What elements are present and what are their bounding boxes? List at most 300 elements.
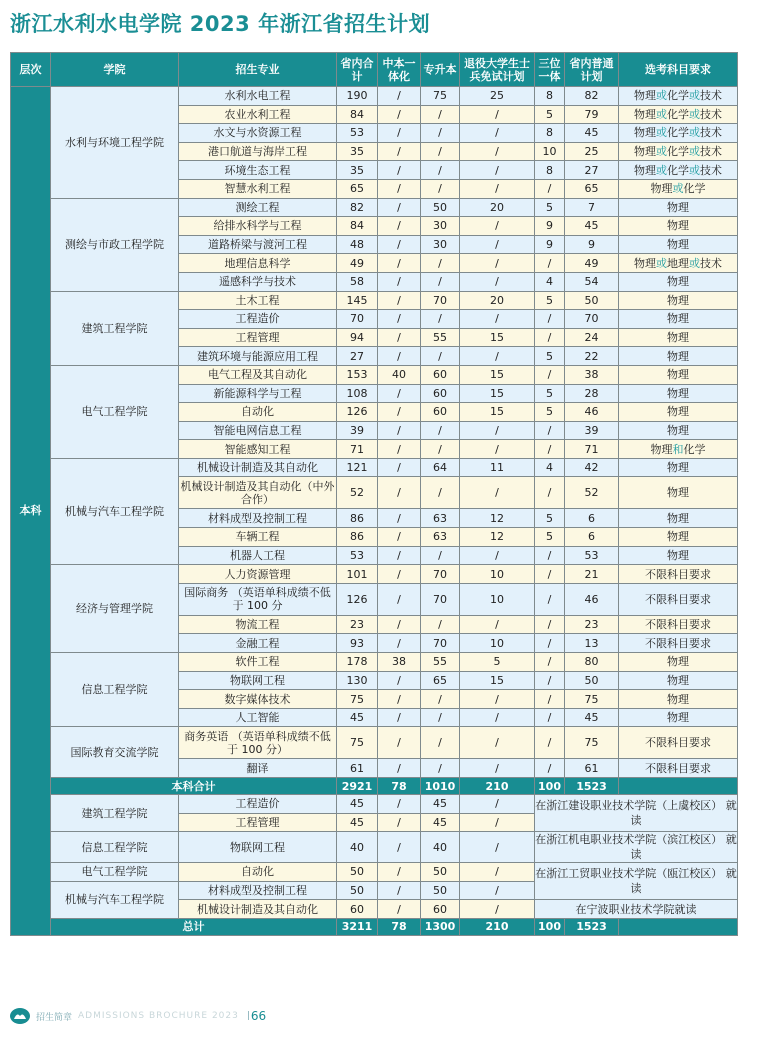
value-total: 48: [337, 235, 378, 254]
value-three-in-one: 8: [535, 124, 565, 143]
campus-note-cell: 在浙江工贸职业技术学院（瓯江校区） 就读: [535, 863, 738, 900]
bachelor-total-row-value-three-in-one: 100: [535, 778, 565, 795]
footer-subtitle: ADMISSIONS BROCHURE 2023: [78, 1011, 239, 1021]
value-general: 52: [565, 477, 619, 509]
page-number: 66: [250, 1009, 267, 1023]
value-three-in-one: 5: [535, 509, 565, 528]
value-general: 24: [565, 328, 619, 347]
major-cell: 工程管理: [179, 813, 337, 832]
value-three-in-one: /: [535, 179, 565, 198]
value-upgrade: 45: [421, 813, 460, 832]
college-cell: 机械与汽车工程学院: [51, 881, 179, 918]
table-row: [11, 87, 738, 106]
value-upgrade: 64: [421, 458, 460, 477]
value-veteran: /: [460, 310, 535, 329]
value-integrated: /: [378, 881, 421, 900]
major-cell: 环境生态工程: [179, 161, 337, 180]
value-three-in-one: /: [535, 365, 565, 384]
connector-word: 或: [689, 107, 700, 121]
subject-name: 化学: [667, 145, 689, 159]
major-cell: 自动化: [179, 863, 337, 882]
value-integrated: /: [378, 235, 421, 254]
subject-name: 技术: [700, 256, 722, 270]
value-three-in-one: 5: [535, 198, 565, 217]
subject-name: 不限科目要求: [645, 736, 711, 750]
subject-name: 不限科目要求: [645, 567, 711, 581]
connector-word: 或: [689, 145, 700, 159]
subject-name: 物理: [667, 486, 689, 500]
major-cell: 机械设计制造及其自动化: [179, 458, 337, 477]
value-integrated: /: [378, 759, 421, 778]
value-upgrade: 50: [421, 198, 460, 217]
college-cell: 建筑工程学院: [51, 291, 179, 365]
value-total: 53: [337, 546, 378, 565]
value-total: 93: [337, 634, 378, 653]
value-integrated: /: [378, 254, 421, 273]
table-row: [11, 727, 738, 759]
college-cell: 信息工程学院: [51, 653, 179, 727]
value-total: 65: [337, 179, 378, 198]
value-upgrade: 45: [421, 795, 460, 814]
value-total: 27: [337, 347, 378, 366]
value-general: 6: [565, 509, 619, 528]
campus-note-cell: 在浙江机电职业技术学院（滨江校区） 就读: [535, 833, 737, 862]
value-three-in-one: 5: [535, 291, 565, 310]
value-upgrade: /: [421, 179, 460, 198]
value-veteran: 15: [460, 403, 535, 422]
campus-note-cell: 在宁波职业技术学院就读: [535, 900, 738, 919]
subject-requirement-cell: [619, 421, 738, 440]
connector-word: 或: [656, 126, 667, 140]
college-cell: 电气工程学院: [51, 863, 179, 882]
value-general: 28: [565, 384, 619, 403]
value-general: 50: [565, 291, 619, 310]
value-integrated: /: [378, 384, 421, 403]
subject-name: 物理: [667, 238, 689, 252]
value-three-in-one: /: [535, 671, 565, 690]
subject-name: 物理: [667, 511, 689, 525]
value-total: 45: [337, 795, 378, 814]
subject-name: 技术: [700, 145, 722, 159]
major-cell: 机械设计制造及其自动化: [179, 900, 337, 919]
value-upgrade: /: [421, 690, 460, 709]
value-general: 82: [565, 87, 619, 106]
college-cell: 经济与管理学院: [51, 565, 179, 653]
value-total: 145: [337, 291, 378, 310]
value-total: 71: [337, 440, 378, 459]
value-integrated: /: [378, 440, 421, 459]
value-integrated: /: [378, 87, 421, 106]
major-cell: 自动化: [179, 403, 337, 422]
value-integrated: /: [378, 272, 421, 291]
major-cell: 农业水利工程: [179, 105, 337, 124]
subject-name: 物理: [667, 461, 689, 475]
value-integrated: /: [378, 310, 421, 329]
subject-name: 物理: [650, 182, 673, 196]
value-veteran: 15: [460, 365, 535, 384]
value-three-in-one: 5: [535, 528, 565, 547]
major-cell: 给排水科学与工程: [179, 217, 337, 236]
subject-name: 物理: [667, 331, 689, 345]
major-cell: 物联网工程: [179, 671, 337, 690]
value-three-in-one: 4: [535, 272, 565, 291]
admission-plan-table: [10, 52, 738, 936]
value-three-in-one: /: [535, 310, 565, 329]
value-upgrade: 55: [421, 328, 460, 347]
subject-requirement-cell: [619, 384, 738, 403]
value-total: 75: [337, 690, 378, 709]
value-veteran: 10: [460, 583, 535, 615]
major-cell: 人力资源管理: [179, 565, 337, 584]
value-veteran: /: [460, 863, 535, 882]
value-total: 84: [337, 105, 378, 124]
subject-name: 物理: [667, 312, 689, 326]
subject-name: 物理: [634, 163, 656, 177]
value-three-in-one: /: [535, 615, 565, 634]
value-upgrade: 60: [421, 384, 460, 403]
value-three-in-one: 4: [535, 458, 565, 477]
header-veteran: 退役大学生士兵免试计划: [460, 53, 535, 87]
value-total: 190: [337, 87, 378, 106]
value-integrated: /: [378, 832, 421, 863]
value-upgrade: 70: [421, 583, 460, 615]
subject-requirement-cell: [619, 365, 738, 384]
subject-requirement-cell: [619, 509, 738, 528]
value-integrated: /: [378, 565, 421, 584]
value-general: 80: [565, 653, 619, 672]
subject-requirement-cell: [619, 634, 738, 653]
value-general: 65: [565, 179, 619, 198]
value-general: 45: [565, 217, 619, 236]
grand-total-row-value-three-in-one: 100: [535, 918, 565, 935]
header-total: 省内合计: [337, 53, 378, 87]
value-veteran: /: [460, 124, 535, 143]
subject-name: 技术: [700, 89, 722, 103]
subject-name: 技术: [700, 163, 722, 177]
value-three-in-one: /: [535, 759, 565, 778]
subject-name: 不限科目要求: [645, 618, 711, 632]
value-total: 75: [337, 727, 378, 759]
value-upgrade: 70: [421, 634, 460, 653]
subject-name: 物理: [650, 442, 673, 456]
subject-requirement-cell: [619, 403, 738, 422]
major-cell: 材料成型及控制工程: [179, 881, 337, 900]
value-total: 39: [337, 421, 378, 440]
header-upgrade: 专升本: [421, 53, 460, 87]
value-general: 61: [565, 759, 619, 778]
value-three-in-one: /: [535, 440, 565, 459]
value-three-in-one: /: [535, 546, 565, 565]
value-veteran: /: [460, 440, 535, 459]
grand-total-row-label: 总计: [51, 918, 337, 935]
value-veteran: /: [460, 813, 535, 832]
major-cell: 新能源科学与工程: [179, 384, 337, 403]
value-upgrade: 60: [421, 403, 460, 422]
subject-name: 技术: [700, 107, 722, 121]
subject-name: 化学: [667, 107, 689, 121]
value-three-in-one: /: [535, 254, 565, 273]
value-upgrade: 70: [421, 565, 460, 584]
major-cell: 遥感科学与技术: [179, 272, 337, 291]
value-upgrade: /: [421, 272, 460, 291]
value-three-in-one: 10: [535, 142, 565, 161]
value-general: 13: [565, 634, 619, 653]
value-veteran: 20: [460, 198, 535, 217]
value-total: 50: [337, 881, 378, 900]
subject-requirement-cell: [619, 179, 738, 198]
subject-requirement-cell: [619, 198, 738, 217]
value-integrated: /: [378, 690, 421, 709]
page-footer: [10, 1008, 266, 1024]
value-integrated: /: [378, 124, 421, 143]
value-general: 39: [565, 421, 619, 440]
value-veteran: 20: [460, 291, 535, 310]
value-upgrade: /: [421, 477, 460, 509]
value-integrated: 40: [378, 365, 421, 384]
value-integrated: /: [378, 458, 421, 477]
value-total: 121: [337, 458, 378, 477]
value-total: 49: [337, 254, 378, 273]
value-three-in-one: /: [535, 690, 565, 709]
value-upgrade: /: [421, 105, 460, 124]
value-veteran: 12: [460, 509, 535, 528]
value-total: 23: [337, 615, 378, 634]
subject-requirement-cell: [619, 565, 738, 584]
branch-campus-row: [11, 863, 738, 882]
connector-word: 或: [689, 163, 700, 177]
value-three-in-one: /: [535, 708, 565, 727]
college-cell: 测绘与市政工程学院: [51, 198, 179, 291]
value-total: 82: [337, 198, 378, 217]
value-veteran: 15: [460, 671, 535, 690]
table-row: [11, 565, 738, 584]
value-integrated: /: [378, 634, 421, 653]
subject-name: 物理: [667, 423, 689, 437]
table-row: [11, 458, 738, 477]
value-veteran: /: [460, 881, 535, 900]
major-cell: 软件工程: [179, 653, 337, 672]
table-row: [11, 653, 738, 672]
value-general: 53: [565, 546, 619, 565]
value-three-in-one: /: [535, 565, 565, 584]
value-general: 23: [565, 615, 619, 634]
major-cell: 智慧水利工程: [179, 179, 337, 198]
subject-name: 物理: [667, 386, 689, 400]
grand-total-row-value-general: 1523: [565, 918, 619, 935]
subject-name: 物理: [634, 256, 656, 270]
value-three-in-one: /: [535, 653, 565, 672]
value-total: 53: [337, 124, 378, 143]
value-general: 54: [565, 272, 619, 291]
major-cell: 翻译: [179, 759, 337, 778]
subject-requirement-cell: [619, 458, 738, 477]
value-three-in-one: /: [535, 634, 565, 653]
value-veteran: 15: [460, 328, 535, 347]
value-general: 6: [565, 528, 619, 547]
value-veteran: /: [460, 272, 535, 291]
value-general: 71: [565, 440, 619, 459]
value-integrated: /: [378, 142, 421, 161]
subject-name: 物理: [667, 655, 689, 669]
value-veteran: /: [460, 477, 535, 509]
value-veteran: /: [460, 421, 535, 440]
value-three-in-one: 8: [535, 161, 565, 180]
value-veteran: /: [460, 795, 535, 814]
value-upgrade: 55: [421, 653, 460, 672]
value-upgrade: 30: [421, 235, 460, 254]
value-integrated: /: [378, 403, 421, 422]
value-upgrade: /: [421, 727, 460, 759]
major-cell: 国际商务 （英语单科成绩不低于 100 分: [179, 583, 337, 615]
value-total: 86: [337, 509, 378, 528]
value-total: 130: [337, 671, 378, 690]
major-cell: 数字媒体技术: [179, 690, 337, 709]
value-veteran: /: [460, 615, 535, 634]
subject-requirement-cell: [619, 546, 738, 565]
value-integrated: /: [378, 477, 421, 509]
value-upgrade: /: [421, 124, 460, 143]
subject-requirement-cell: [619, 310, 738, 329]
subject-name: 物理: [667, 275, 689, 289]
value-general: 49: [565, 254, 619, 273]
value-veteran: /: [460, 217, 535, 236]
value-veteran: /: [460, 546, 535, 565]
value-total: 45: [337, 813, 378, 832]
value-general: 46: [565, 403, 619, 422]
major-cell: 智能感知工程: [179, 440, 337, 459]
value-integrated: /: [378, 583, 421, 615]
college-cell: 机械与汽车工程学院: [51, 458, 179, 564]
grand-total-row-value-veteran: 210: [460, 918, 535, 935]
value-integrated: /: [378, 727, 421, 759]
value-veteran: /: [460, 727, 535, 759]
subject-name: 物理: [634, 107, 656, 121]
subject-name: 物理: [667, 368, 689, 382]
value-upgrade: 63: [421, 528, 460, 547]
value-integrated: /: [378, 347, 421, 366]
branch-campus-row: [11, 832, 738, 863]
header-subject-req: 选考科目要求: [619, 53, 738, 87]
value-three-in-one: 9: [535, 235, 565, 254]
value-veteran: /: [460, 708, 535, 727]
major-cell: 机械设计制造及其自动化（中外合作）: [179, 477, 337, 509]
value-veteran: 15: [460, 384, 535, 403]
value-integrated: 38: [378, 653, 421, 672]
value-upgrade: 50: [421, 863, 460, 882]
major-cell: 土木工程: [179, 291, 337, 310]
subject-name: 物理: [667, 293, 689, 307]
value-veteran: /: [460, 347, 535, 366]
value-veteran: /: [460, 832, 535, 863]
value-upgrade: 75: [421, 87, 460, 106]
value-total: 50: [337, 863, 378, 882]
value-three-in-one: 5: [535, 384, 565, 403]
value-upgrade: /: [421, 759, 460, 778]
value-general: 7: [565, 198, 619, 217]
subject-name: 物理: [667, 673, 689, 687]
subject-name: 物理: [634, 89, 656, 103]
connector-word: 或: [656, 163, 667, 177]
subject-name: 化学: [683, 442, 706, 456]
subject-requirement-cell: [619, 105, 738, 124]
major-cell: 港口航道与海岸工程: [179, 142, 337, 161]
subject-requirement-cell: [619, 690, 738, 709]
value-upgrade: 50: [421, 881, 460, 900]
value-veteran: /: [460, 179, 535, 198]
value-integrated: /: [378, 198, 421, 217]
major-cell: 车辆工程: [179, 528, 337, 547]
value-general: 75: [565, 727, 619, 759]
subject-name: 化学: [667, 126, 689, 140]
value-three-in-one: /: [535, 328, 565, 347]
value-general: 38: [565, 365, 619, 384]
value-upgrade: /: [421, 161, 460, 180]
subject-requirement-cell: [619, 217, 738, 236]
value-integrated: /: [378, 795, 421, 814]
table-row: [11, 291, 738, 310]
subject-requirement-cell: [619, 615, 738, 634]
subject-requirement-cell: [619, 124, 738, 143]
grand-total-row-empty: [619, 918, 738, 935]
subject-requirement-cell: [619, 671, 738, 690]
value-three-in-one: 5: [535, 403, 565, 422]
footer-separator: |: [246, 1011, 250, 1021]
value-integrated: /: [378, 328, 421, 347]
value-integrated: /: [378, 671, 421, 690]
value-total: 126: [337, 403, 378, 422]
value-veteran: /: [460, 254, 535, 273]
value-upgrade: /: [421, 615, 460, 634]
bachelor-total-row-value-upgrade: 1010: [421, 778, 460, 795]
subject-name: 不限科目要求: [645, 592, 711, 606]
value-integrated: /: [378, 291, 421, 310]
value-three-in-one: 5: [535, 105, 565, 124]
subject-requirement-cell: [619, 142, 738, 161]
college-cell: 国际教育交流学院: [51, 727, 179, 778]
value-upgrade: /: [421, 708, 460, 727]
subject-requirement-cell: [619, 727, 738, 759]
subject-requirement-cell: [619, 328, 738, 347]
subject-name: 物理: [667, 692, 689, 706]
value-integrated: /: [378, 708, 421, 727]
branch-campus-row: [11, 795, 738, 814]
subject-name: 化学: [667, 163, 689, 177]
value-total: 153: [337, 365, 378, 384]
value-general: 46: [565, 583, 619, 615]
subject-requirement-cell: [619, 583, 738, 615]
subject-name: 化学: [683, 182, 706, 196]
value-upgrade: /: [421, 254, 460, 273]
value-total: 70: [337, 310, 378, 329]
subject-requirement-cell: [619, 440, 738, 459]
major-cell: 商务英语 （英语单科成绩不低于 100 分）: [179, 727, 337, 759]
major-cell: 水文与水资源工程: [179, 124, 337, 143]
major-cell: 工程造价: [179, 310, 337, 329]
value-veteran: /: [460, 759, 535, 778]
major-cell: 工程管理: [179, 328, 337, 347]
subject-requirement-cell: [619, 759, 738, 778]
college-cell: 信息工程学院: [51, 832, 179, 863]
bachelor-total-row-value-general: 1523: [565, 778, 619, 795]
value-veteran: 11: [460, 458, 535, 477]
subject-name: 物理: [667, 530, 689, 544]
value-upgrade: /: [421, 546, 460, 565]
subject-requirement-cell: [619, 161, 738, 180]
bachelor-total-row-empty: [619, 778, 738, 795]
subject-name: 物理: [667, 349, 689, 363]
bachelor-total-row: [11, 778, 738, 795]
value-total: 35: [337, 142, 378, 161]
